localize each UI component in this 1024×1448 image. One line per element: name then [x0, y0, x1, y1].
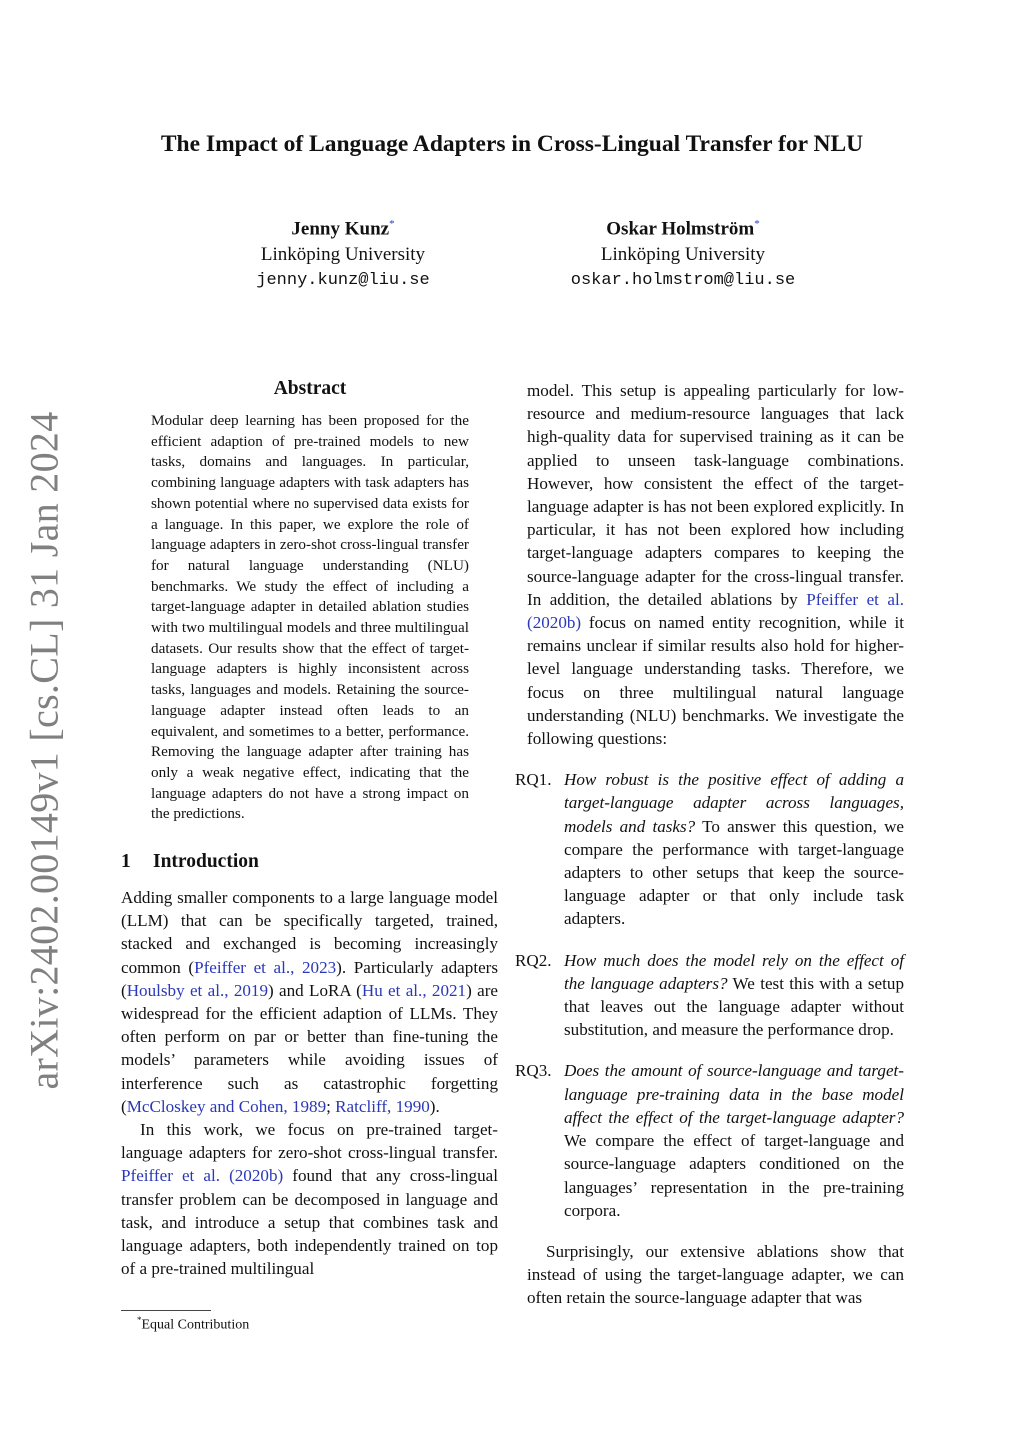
citation-link[interactable]: Pfeiffer et al., 2023 — [194, 957, 337, 977]
author-affiliation: Linköping University — [600, 244, 766, 266]
research-question-3 — [515, 1059, 904, 1221]
section-number: 1 — [121, 851, 131, 872]
author-name: Oskar Holmström* — [606, 218, 760, 240]
author-email[interactable]: oskar.holmstrom@liu.se — [570, 271, 796, 291]
intro-paragraph-1: Adding smaller components to a large language model (LLM) that can be specifically targeted, trained, stacked and exchanged is becoming increasingly common (Pfeiffer et al., 2023). Particularly adapters (Houlsby et al., 2019) and LoRA (Hu et al., 2021) are widespread for the efficient adaption of LLMs. They often perform on par or better than fine-tuning the models’ parameters while avoiding issues of interference such as catastrophic forgetting (McCloskey and Cohen, 1989; Ratcliff, 1990). — [121, 888, 498, 1116]
left-column-body — [121, 886, 498, 1280]
rq-label: RQ2. — [515, 950, 552, 970]
rq-question: How much does the model rely on the effect of the language adapters? — [564, 950, 904, 993]
abstract-text: Modular deep learning has been proposed for the efficient adaption of pre-trained models to new tasks, domains and languages. In particular, combining language adapters with task adapters has shown potential where no supervised data exists for a language. In this paper, we explore the role of language adapters in zero-shot cross-lingual transfer for natural language understanding (NLU) benchmarks. We study the effect of including a target-language adapter in detailed ablation studies with two multilingual models and three multilingual datasets. Our results show that the effect of target-language adapters is highly inconsistent across tasks, languages and models. Retaining the source-language adapter instead often leads to an equivalent, and sometimes to a better, performance. Removing the language adapter after training has only a weak negative effect, indicating that the language adapters do not have a strong impact on the predictions. — [151, 412, 469, 823]
author-block-1 — [193, 211, 493, 294]
section-heading-introduction — [121, 851, 259, 873]
right-paragraph-2: Surprisingly, our extensive ablations show that instead of using the target-language adapter, we can often retain the source-language adapter that was — [527, 1241, 904, 1308]
author-block-2 — [533, 211, 833, 294]
research-question-1 — [515, 768, 905, 930]
right-paragraph-1: model. This setup is appealing particularly for low-resource and medium-resource languages that lack high-quality data for supervised training as it can be applied to unseen task-language combinations. However, how consistent the effect of the target-language adapter is has not been explored explicitly. In particular, it has not been explored how including target-language adapters compares to keeping the source-language adapter for the cross-lingual transfer. In addition, the detailed ablations by Pfeiffer et al. (2020b) focus on named entity recognition, while it remains unclear if similar results also hold for higher-level language understanding tasks. Therefore, we focus on three multilingual natural language understanding (NLU) benchmarks. We investigate the following questions: — [527, 381, 904, 749]
rq-question: How robust is the positive effect of adding a target-language adapter across languages, models and tasks? — [564, 770, 904, 836]
equal-contribution-mark[interactable]: * — [389, 218, 395, 230]
footnote-rule — [121, 1310, 211, 1311]
citation-link[interactable]: Hu et al., 2021 — [361, 980, 467, 1000]
author-affiliation: Linköping University — [260, 244, 426, 266]
footnote-mark: * — [137, 1315, 142, 1325]
abstract-heading: Abstract — [273, 378, 347, 399]
rq-answer: To answer this question, we compare the performance with target-language adapters to other setups that keep the source-language adapter or that only include task adapters. — [564, 816, 905, 929]
author-email[interactable]: jenny.kunz@liu.se — [256, 271, 430, 291]
right-column-body — [515, 379, 905, 1310]
citation-link[interactable]: McCloskey and Cohen, 1989 — [126, 1096, 327, 1116]
research-question-2 — [515, 949, 904, 1042]
rq-label: RQ3. — [515, 1061, 552, 1081]
equal-contribution-mark[interactable]: * — [754, 218, 760, 230]
section-title: Introduction — [153, 851, 259, 872]
rq-answer: We test this with a setup that leaves out the language adapter without substitution, and measure the performance drop. — [564, 973, 904, 1040]
footnote — [137, 1315, 249, 1334]
paper-title: The Impact of Language Adapters in Cross-Lingual Transfer for NLU — [160, 131, 864, 157]
citation-link[interactable]: Pfeiffer et al. (2020b) — [527, 589, 904, 633]
arxiv-identifier[interactable]: arXiv:2402.00149v1 [cs.CL] 31 Jan 2024 — [21, 411, 67, 1089]
rq-question: Does the amount of source-language and target-language pre-training data in the base model affect the effect of the target-language adapter? — [564, 1061, 904, 1127]
arxiv-sidebar — [14, 411, 74, 1089]
rq-label: RQ1. — [515, 770, 552, 790]
citation-link[interactable]: Pfeiffer et al. (2020b) — [121, 1166, 284, 1186]
citation-link[interactable]: Ratcliff, 1990 — [335, 1096, 430, 1116]
footnote-text: Equal Contribution — [141, 1317, 250, 1333]
intro-paragraph-2: In this work, we focus on pre-trained target-language adapters for zero-shot cross-lingual transfer. Pfeiffer et al. (2020b) found that any cross-lingual transfer problem can be decomposed in language and task, and introduce a setup that combines task and language adapters, both independently trained on top of a pre-trained multilingual — [121, 1120, 498, 1279]
rq-answer: We compare the effect of target-language and source-language adapters conditioned on the languages’ representation in the pre-training corpora. — [564, 1131, 904, 1220]
citation-link[interactable]: Houlsby et al., 2019 — [126, 980, 269, 1000]
author-name: Jenny Kunz* — [291, 218, 395, 240]
